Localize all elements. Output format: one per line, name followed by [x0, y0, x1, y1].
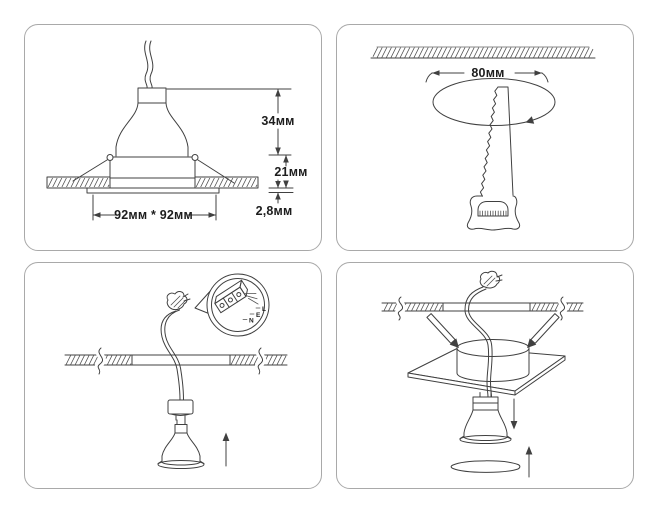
panel-ceiling-cutout — [336, 24, 634, 251]
cut-path-ellipse — [433, 79, 555, 126]
break-marks — [398, 297, 564, 320]
handle-grip-hatch — [480, 211, 506, 216]
trim-flange — [87, 188, 219, 193]
wire-connector — [167, 292, 190, 310]
wire-connector — [480, 271, 502, 288]
label-hole-diameter: 80мм — [471, 66, 505, 80]
label-terminal-live: L — [262, 306, 266, 313]
attach-arrow-up — [526, 446, 533, 477]
panel-wiring-connection — [24, 262, 322, 489]
panel-mounting — [336, 262, 634, 489]
hand-saw — [467, 87, 519, 230]
label-overall-width: 92мм * 92мм — [114, 208, 193, 222]
ceiling-hatch-left — [48, 178, 109, 187]
label-flange-thickness: 2,8мм — [255, 204, 293, 218]
saw-teeth — [480, 87, 498, 196]
rotation-arrow — [526, 116, 535, 124]
panel-fixture-dimensions — [24, 24, 322, 251]
insert-arrow-down — [511, 399, 518, 430]
trim-housing — [73, 155, 234, 194]
insert-arrow-up — [223, 433, 230, 467]
spring-clip-right — [527, 314, 559, 348]
spring-clip-right — [198, 160, 234, 183]
gu10-lamp-body — [116, 88, 188, 156]
ceiling-hatch-right — [532, 304, 582, 311]
gu10-lamp — [158, 420, 204, 469]
ceiling-cutout-diagram — [337, 25, 633, 250]
ceiling-hatch-left — [384, 304, 442, 311]
fixture-dimensions-diagram — [25, 25, 321, 250]
label-terminal-earth: E — [256, 312, 261, 319]
lamp-socket — [168, 400, 193, 420]
ceiling-hatch-right — [196, 178, 257, 187]
ceiling-hatch — [373, 48, 593, 58]
wiring-diagram — [25, 263, 321, 488]
mounting-diagram — [337, 263, 633, 488]
detail-bubble — [195, 274, 269, 336]
spring-clip-left — [427, 314, 459, 348]
label-protrusion-height: 34мм — [261, 114, 295, 128]
power-cable — [145, 41, 153, 88]
gu10-lamp — [460, 393, 511, 444]
label-recess-depth: 21мм — [274, 165, 308, 179]
label-terminal-neutral: N — [249, 317, 254, 325]
fixture-housing — [457, 340, 529, 382]
dimension-lines — [93, 89, 293, 220]
spring-clip-left — [73, 160, 107, 181]
trim-ring — [451, 461, 520, 473]
